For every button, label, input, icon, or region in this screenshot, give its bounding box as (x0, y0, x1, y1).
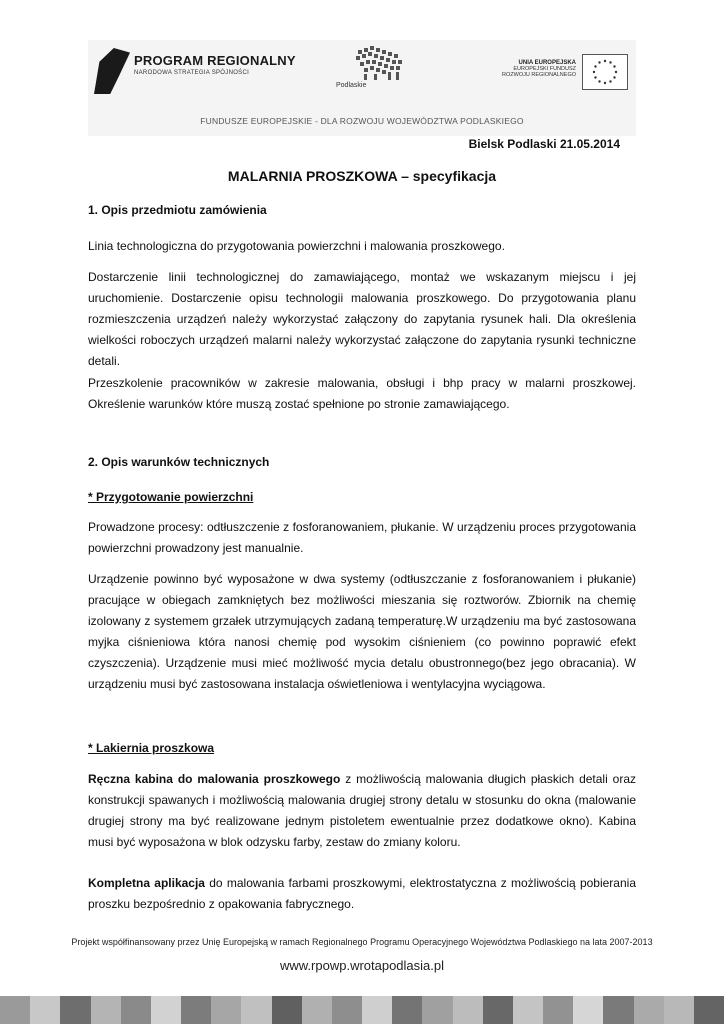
stripe-block (121, 996, 151, 1024)
stripe-block (694, 996, 724, 1024)
paragraph-5: Urządzenie powinno być wyposażone w dwa systemy (odtłuszczanie z fosforanowaniem i płukanie) pracujące w obiegach zamkniętych bez możliwości mieszania się roztworów. Zbiornik na chemię izolowany z systemem grzałek utrzymujących zadaną temperaturę.W urządzeniu ma być zastosowana myjka ciśnieniowa która nanosi chemię pod wysokim ciśnieniem (co powinno poprawić efekt czyszczenia). Urządzenie musi mieć możliwość mycia detalu obustronnego(bez jego obracania). W urządzeniu musi być zastosowana instalacja oświetleniowa i wentylacyjna wyciągowa. (88, 572, 636, 691)
footer-stripe (0, 996, 724, 1024)
paragraph-7-bold: Kompletna aplikacja (88, 876, 205, 890)
eu-text-block (480, 60, 576, 78)
stripe-block (634, 996, 664, 1024)
eu-label-line2: EUROPEJSKI FUNDUSZ (513, 66, 576, 72)
paragraph-2: Dostarczenie linii technologicznej do zamawiającego, montaż we wskazanym miejscu i jej uruchomienie. Dostarczenie opisu technologii malowania proszkowego. Do przygotowania planu rozmieszczenia urządzeń należy wykorzystać załączony do zapytania rysunek hali. Dla określenia wielkości roboczych urządzeń malarni należy wykorzystać załączone do zapytania rysunki techniczne detali. (88, 270, 636, 368)
stripe-block (272, 996, 302, 1024)
paragraph-3: Przeszkolenie pracowników w zakresie malowania, obsługi i bhp pracy w malarni proszkowej. Określenie warunków które muszą zostać spełnione po stronie zamawiającego. (88, 376, 636, 411)
paragraph-1: Linia technologiczna do przygotowania powierzchni i malowania proszkowego. (88, 239, 505, 253)
header-banner (88, 40, 636, 136)
document-date: Bielsk Podlaski 21.05.2014 (468, 137, 620, 151)
stripe-block (392, 996, 422, 1024)
stripe-block (332, 996, 362, 1024)
paragraph-6 (88, 769, 636, 853)
bison-logo-icon (350, 44, 410, 84)
stripe-block (151, 996, 181, 1024)
stripe-block (573, 996, 603, 1024)
page-title: MALARNIA PROSZKOWA – specyfikacja (227, 168, 497, 184)
program-subtitle: NARODOWA STRATEGIA SPÓJNOŚCI (134, 70, 250, 76)
stripe-block (241, 996, 271, 1024)
stripe-block (483, 996, 513, 1024)
stripe-block (91, 996, 121, 1024)
header-tagline: FUNDUSZE EUROPEJSKIE - DLA ROZWOJU WOJEWÓDZTWA PODLASKIEGO (200, 116, 524, 126)
footer-cofinancing-text: Projekt współfinansowany przez Unię Europejską w ramach Regionalnego Programu Operacyjnego Województwa Podlaskiego na lata 2007-2013 (71, 937, 653, 947)
paragraph-6-bold: Ręczna kabina do malowania proszkowego (88, 772, 341, 786)
paragraph-6-text: z możliwością malowania długich płaskich detali oraz konstrukcji spawanych i możliwością malowania drugiej strony detalu w stosunku do okna (malowanie drugiej strony ma być realizowane jednym pistoletem ewentualnie przez dodatkowe okno). Kabina musi być wyposażona w blok odzysku farby, zestaw do zmiany koloru. (88, 772, 636, 849)
stripe-block (664, 996, 694, 1024)
paragraph-7-text: do malowania farbami proszkowymi, elektrostatyczna z możliwością pobierania proszku bezpośrednio z opakowania fabrycznego. (88, 876, 636, 911)
subsection-surface-prep-heading: * Przygotowanie powierzchni (88, 490, 254, 504)
stripe-block (60, 996, 90, 1024)
paragraph-7 (88, 873, 636, 915)
subsection-powder-booth-heading: * Lakiernia proszkowa (88, 741, 215, 755)
stripe-block (30, 996, 60, 1024)
stripe-block (211, 996, 241, 1024)
stripe-block (362, 996, 392, 1024)
stripe-block (181, 996, 211, 1024)
stripe-block (513, 996, 543, 1024)
stripe-block (543, 996, 573, 1024)
section2-heading: 2. Opis warunków technicznych (88, 455, 270, 469)
eu-label-line3: ROZWOJU REGIONALNEGO (502, 72, 576, 78)
region-label: Podlaskie (336, 82, 367, 89)
section1-heading: 1. Opis przedmiotu zamówienia (88, 203, 267, 217)
program-title: PROGRAM REGIONALNY (134, 53, 296, 68)
eu-flag-icon (582, 54, 628, 90)
stripe-block (603, 996, 633, 1024)
stripe-block (422, 996, 452, 1024)
stripe-block (453, 996, 483, 1024)
stripe-block (302, 996, 332, 1024)
footer-url-link[interactable]: www.rpowp.wrotapodlasia.pl (279, 958, 445, 973)
eu-label-line1: UNIA EUROPEJSKA (518, 60, 576, 66)
program-logo-icon (94, 48, 130, 94)
paragraph-4: Prowadzone procesy: odtłuszczenie z fosforanowaniem, płukanie. W urządzeniu proces przygotowania powierzchni prowadzony jest manualnie. (88, 520, 636, 555)
stripe-block (0, 996, 30, 1024)
